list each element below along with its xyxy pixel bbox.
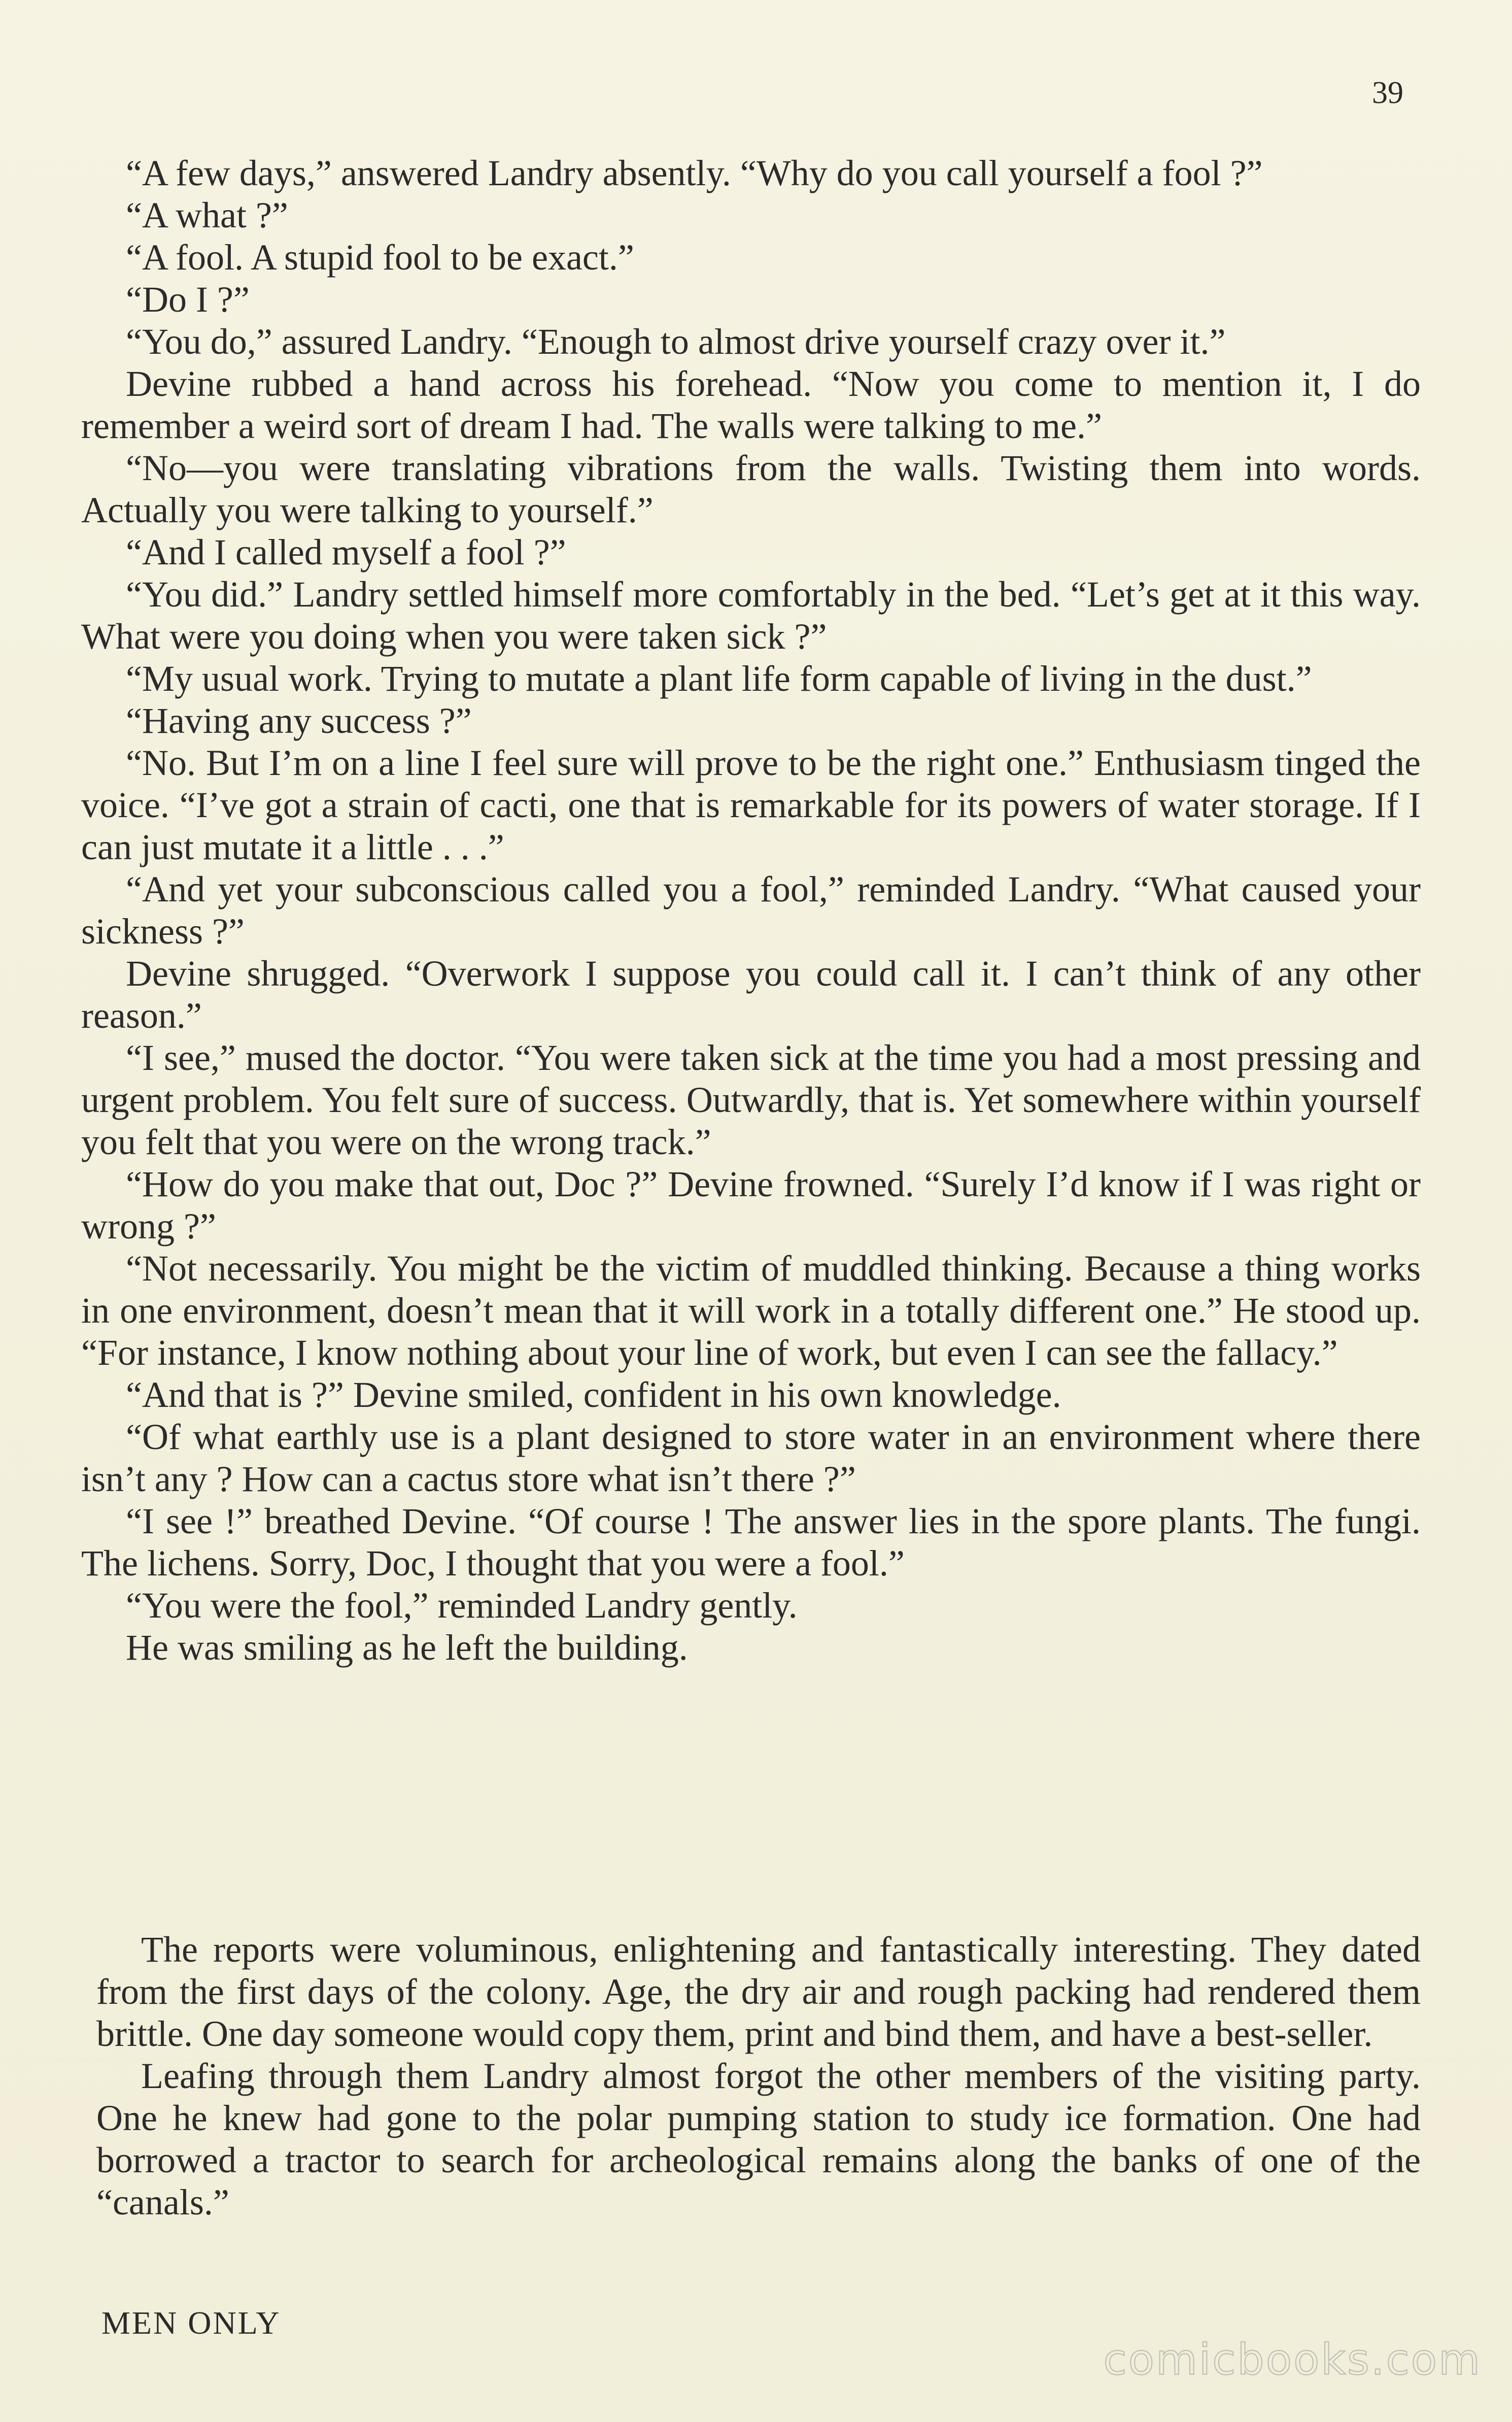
paragraph: “A what ?”	[126, 195, 288, 236]
paragraph: “My usual work. Trying to mutate a plant life form capable of living in the dust.”	[126, 658, 1312, 699]
paragraph: “You do,” assured Landry. “Enough to almost drive yourself crazy over it.”	[126, 321, 1226, 362]
paragraph: “You did.” Landry settled himself more comfortably in the bed. “Let’s get at it this way. What were you doing when you were taken sick ?”	[81, 574, 1421, 657]
paragraph: “And I called myself a fool ?”	[126, 532, 566, 573]
paragraph: He was smiling as he left the building.	[126, 1627, 688, 1668]
magazine-footer: MEN ONLY	[101, 2305, 281, 2341]
paragraph: “And yet your subconscious called you a fool,” reminded Landry. “What caused your sickness ?”	[81, 869, 1421, 952]
paragraph: “I see,” mused the doctor. “You were taken sick at the time you had a most pressing and urgent problem. You felt sure of success. Outwardly, that is. Yet somewhere within yourself you felt that you were on the wrong track.”	[81, 1037, 1421, 1162]
paragraph: The reports were voluminous, enlightening and fantastically interesting. They dated from the first days of the colony. Age, the dry air and rough packing had rendered them brittle. One day someone would copy them, print and bind them, and have a best-seller.	[96, 1929, 1421, 2054]
page-number: 39	[1372, 76, 1403, 110]
paragraph: Devine rubbed a hand across his forehead. “Now you come to mention it, I do remember a weird sort of dream I had. The walls were talking to me.”	[81, 363, 1421, 446]
paragraph: “How do you make that out, Doc ?” Devine frowned. “Surely I’d know if I was right or wrong ?”	[81, 1164, 1421, 1247]
narrative-section	[96, 1929, 1421, 2224]
watermark-logo: comicbooks.com	[1103, 2335, 1482, 2384]
paragraph: “No. But I’m on a line I feel sure will prove to be the right one.” Enthusiasm tinged the voice. “I’ve got a strain of cacti, one that is remarkable for its powers of water storage. If I can just mutate it a little . . .”	[81, 743, 1421, 867]
paragraph: “A few days,” answered Landry absently. “Why do you call yourself a fool ?”	[126, 153, 1263, 193]
paragraph: Devine shrugged. “Overwork I suppose you could call it. I can’t think of any other reason.”	[81, 953, 1421, 1036]
paragraph: “I see !” breathed Devine. “Of course ! The answer lies in the spore plants. The fungi. The lichens. Sorry, Doc, I thought that you were a fool.”	[81, 1501, 1421, 1584]
paragraph: “Do I ?”	[126, 279, 250, 320]
paragraph: “A fool. A stupid fool to be exact.”	[126, 237, 634, 278]
paragraph: “Of what earthly use is a plant designed to store water in an environment where there isn’t any ? How can a cactus store what isn’t there ?”	[81, 1417, 1421, 1499]
paragraph: “No—you were translating vibrations from the walls. Twisting them into words. Actually you were talking to yourself.”	[81, 448, 1421, 530]
paragraph: “You were the fool,” reminded Landry gently.	[126, 1585, 798, 1626]
dialogue-section	[81, 152, 1421, 1669]
paragraph: “Not necessarily. You might be the victim of muddled thinking. Because a thing works in one environment, doesn’t mean that it will work in a totally different one.” He stood up. “For instance, I know nothing about your line of work, but even I can see the fallacy.”	[81, 1248, 1421, 1373]
paragraph: “Having any success ?”	[126, 700, 472, 741]
paragraph: “And that is ?” Devine smiled, confident in his own knowledge.	[126, 1374, 1061, 1415]
paragraph: Leafing through them Landry almost forgot the other members of the visiting party. One he knew had gone to the polar pumping station to study ice formation. One had borrowed a tractor to search for archeological remains along the banks of one of the “canals.”	[96, 2056, 1421, 2223]
